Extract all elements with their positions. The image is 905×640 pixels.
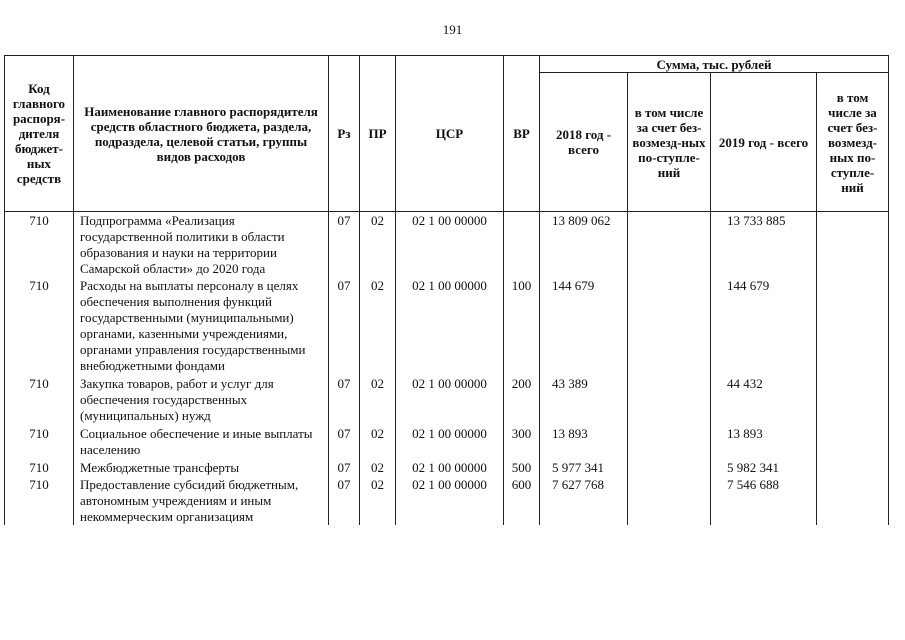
cell-sum-2019: 44 432 — [711, 374, 817, 424]
table-row — [5, 277, 889, 374]
cell-free-2018 — [628, 277, 711, 374]
cell-rz: 07 — [329, 212, 360, 278]
table-body — [5, 212, 889, 526]
header-rz: Рз — [329, 56, 360, 212]
cell-sum-2018: 5 977 341 — [540, 458, 628, 476]
cell-name: Подпрограмма «Реализация государственной политики в области образования и науки на территории Самарской области» до 2020 года — [74, 212, 329, 278]
header-pr: ПР — [360, 56, 396, 212]
cell-pr: 02 — [360, 458, 396, 476]
table-row — [5, 458, 889, 476]
cell-csr: 02 1 00 00000 — [396, 424, 504, 458]
cell-sum-2019: 13 893 — [711, 424, 817, 458]
cell-code: 710 — [5, 424, 74, 458]
cell-rz: 07 — [329, 277, 360, 374]
header-free-2019: в том числе за счет без-возмезд-ных по-ступле-ний — [817, 73, 889, 212]
header-name: Наименование главного распорядителя средств областного бюджета, раздела, подраздела, целевой статьи, группы видов расходов — [74, 56, 329, 212]
cell-name: Закупка товаров, работ и услуг для обеспечения государственных (муниципальных) нужд — [74, 374, 329, 424]
cell-vr: 600 — [504, 476, 540, 525]
page-number: 191 — [442, 22, 463, 37]
cell-csr: 02 1 00 00000 — [396, 277, 504, 374]
cell-code: 710 — [5, 476, 74, 525]
budget-table — [4, 55, 889, 525]
header-code: Код главного распоря-дителя бюджет-ных средств — [5, 56, 74, 212]
cell-free-2018 — [628, 424, 711, 458]
cell-sum-2019: 5 982 341 — [711, 458, 817, 476]
header-csr: ЦСР — [396, 56, 504, 212]
table-row — [5, 212, 889, 278]
cell-csr: 02 1 00 00000 — [396, 458, 504, 476]
cell-name: Социальное обеспечение и иные выплаты населению — [74, 424, 329, 458]
cell-sum-2018: 13 809 062 — [540, 212, 628, 278]
cell-free-2019 — [817, 476, 889, 525]
cell-vr: 500 — [504, 458, 540, 476]
cell-free-2018 — [628, 212, 711, 278]
cell-sum-2018: 144 679 — [540, 277, 628, 374]
cell-vr — [504, 212, 540, 278]
table-row — [5, 424, 889, 458]
cell-sum-2019: 13 733 885 — [711, 212, 817, 278]
cell-code: 710 — [5, 374, 74, 424]
cell-sum-2019: 144 679 — [711, 277, 817, 374]
cell-rz: 07 — [329, 374, 360, 424]
cell-code: 710 — [5, 277, 74, 374]
cell-free-2019 — [817, 424, 889, 458]
cell-rz: 07 — [329, 424, 360, 458]
cell-free-2019 — [817, 277, 889, 374]
cell-pr: 02 — [360, 424, 396, 458]
cell-rz: 07 — [329, 476, 360, 525]
cell-sum-2018: 13 893 — [540, 424, 628, 458]
cell-vr: 100 — [504, 277, 540, 374]
cell-free-2019 — [817, 458, 889, 476]
cell-name: Предоставление субсидий бюджетным, автономным учреждениям и иным некоммерческим организациям — [74, 476, 329, 525]
cell-name: Межбюджетные трансферты — [74, 458, 329, 476]
cell-csr: 02 1 00 00000 — [396, 374, 504, 424]
header-sum-2018: 2018 год - всего — [540, 73, 628, 212]
cell-vr: 200 — [504, 374, 540, 424]
cell-free-2018 — [628, 476, 711, 525]
header-sum-group: Сумма, тыс. рублей — [540, 56, 889, 73]
cell-sum-2019: 7 546 688 — [711, 476, 817, 525]
cell-pr: 02 — [360, 374, 396, 424]
cell-pr: 02 — [360, 212, 396, 278]
cell-sum-2018: 7 627 768 — [540, 476, 628, 525]
cell-csr: 02 1 00 00000 — [396, 476, 504, 525]
cell-code: 710 — [5, 212, 74, 278]
cell-free-2018 — [628, 458, 711, 476]
table-row — [5, 374, 889, 424]
cell-free-2019 — [817, 374, 889, 424]
table-row — [5, 476, 889, 525]
cell-vr: 300 — [504, 424, 540, 458]
header-free-2018: в том числе за счет без-возмезд-ных по-ступле-ний — [628, 73, 711, 212]
cell-name: Расходы на выплаты персоналу в целях обеспечения выполнения функций государственными (муниципальными) органами, казенными учреждениями, органами управления государственными внебюджетными фондами — [74, 277, 329, 374]
cell-rz: 07 — [329, 458, 360, 476]
cell-code: 710 — [5, 458, 74, 476]
cell-free-2018 — [628, 374, 711, 424]
cell-sum-2018: 43 389 — [540, 374, 628, 424]
cell-pr: 02 — [360, 277, 396, 374]
cell-pr: 02 — [360, 476, 396, 525]
cell-free-2019 — [817, 212, 889, 278]
table-header — [5, 56, 889, 212]
header-sum-2019: 2019 год - всего — [711, 73, 817, 212]
header-vr: ВР — [504, 56, 540, 212]
cell-csr: 02 1 00 00000 — [396, 212, 504, 278]
